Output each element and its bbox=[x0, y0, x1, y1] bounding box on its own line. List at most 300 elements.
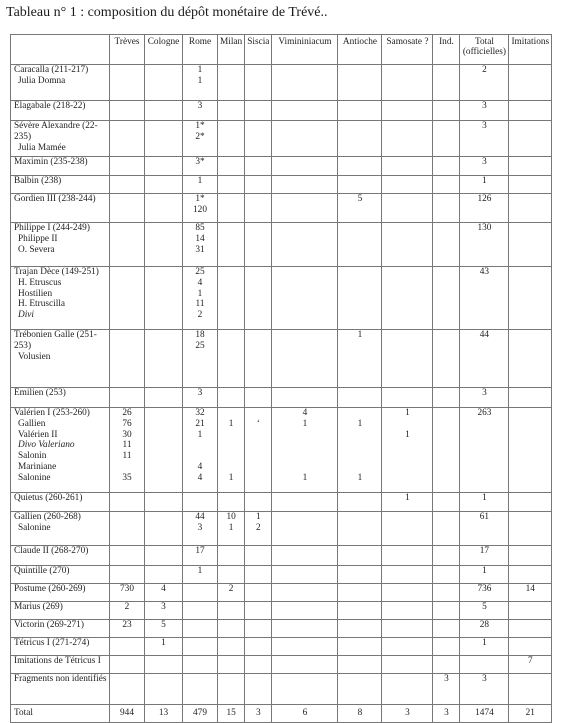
siscia-cell bbox=[245, 223, 272, 267]
cologne-cell bbox=[145, 330, 183, 388]
table-row bbox=[11, 584, 552, 602]
coin-count: 21 bbox=[195, 418, 205, 429]
imitations-cell bbox=[509, 674, 552, 705]
rome-cell bbox=[183, 620, 218, 638]
name-cell bbox=[11, 602, 110, 620]
siscia-cell bbox=[245, 101, 272, 121]
ind-cell bbox=[433, 674, 460, 705]
viminiacum-cell bbox=[272, 408, 338, 493]
coin-count: 1 bbox=[405, 493, 410, 503]
coin-count: 1 bbox=[197, 75, 203, 86]
treves-cell bbox=[110, 656, 145, 674]
milan-cell bbox=[218, 408, 245, 493]
coin-count: 736 bbox=[477, 584, 492, 594]
header-row bbox=[11, 35, 552, 65]
coin-count: 3 bbox=[444, 674, 449, 684]
imitations-cell bbox=[509, 620, 552, 638]
imitations-cell bbox=[509, 223, 552, 267]
coin-count: 25 bbox=[195, 340, 205, 351]
samosate-cell bbox=[382, 656, 433, 674]
ind-cell bbox=[433, 388, 460, 408]
name-cell bbox=[11, 566, 110, 584]
coin-count: 3 bbox=[256, 708, 261, 719]
milan-cell bbox=[218, 638, 245, 656]
antioche-cell bbox=[338, 223, 382, 267]
ind-cell bbox=[433, 330, 460, 388]
coin-count: 18 bbox=[195, 330, 205, 340]
ruler-name: Victorin (269-271) bbox=[14, 620, 84, 630]
coin-count: 14 bbox=[525, 584, 535, 594]
total-cell bbox=[460, 101, 509, 121]
milan-cell bbox=[218, 705, 245, 723]
siscia-cell bbox=[245, 674, 272, 705]
coin-count: 11 bbox=[195, 299, 205, 310]
ruler-name: Gordien III (238-244) bbox=[14, 194, 96, 204]
name-cell bbox=[11, 705, 110, 723]
treves-cell bbox=[110, 157, 145, 176]
coin-count: 3 bbox=[197, 522, 203, 533]
sub-ruler-name: H. Etruscus bbox=[18, 277, 62, 288]
coin-count: 3 bbox=[482, 388, 487, 398]
antioche-cell bbox=[338, 157, 382, 176]
coin-count: 44 bbox=[195, 512, 205, 522]
siscia-cell bbox=[245, 656, 272, 674]
siscia-cell bbox=[245, 157, 272, 176]
treves-cell bbox=[110, 705, 145, 723]
coin-count: 1 bbox=[482, 638, 487, 648]
name-cell bbox=[11, 620, 110, 638]
coin-count bbox=[220, 430, 242, 441]
treves-cell bbox=[110, 602, 145, 620]
imitations-cell bbox=[509, 330, 552, 388]
coin-count: 1 bbox=[357, 418, 363, 429]
viminiacum-cell bbox=[272, 176, 338, 194]
sub-ruler-name: Mariniane bbox=[18, 461, 57, 472]
cologne-cell bbox=[145, 584, 183, 602]
ruler-name: Valérien I (253-260) bbox=[14, 408, 90, 418]
viminiacum-cell bbox=[272, 705, 338, 723]
table-row bbox=[11, 566, 552, 584]
coin-count: 1 bbox=[197, 429, 203, 440]
viminiacum-cell bbox=[272, 493, 338, 512]
total-cell bbox=[460, 157, 509, 176]
ruler-name: Philippe I (244-249) bbox=[14, 223, 90, 233]
table-body bbox=[11, 65, 552, 723]
viminiacum-cell bbox=[272, 674, 338, 705]
siscia-cell bbox=[245, 330, 272, 388]
ind-cell bbox=[433, 620, 460, 638]
samosate-cell bbox=[382, 121, 433, 157]
coin-count: 30 bbox=[122, 429, 132, 440]
treves-cell bbox=[110, 388, 145, 408]
rome-cell bbox=[183, 602, 218, 620]
milan-cell bbox=[218, 194, 245, 223]
name-cell bbox=[11, 65, 110, 101]
ruler-name: Sévère Alexandre (22-235) bbox=[14, 121, 98, 142]
coin-count: 32 bbox=[195, 408, 205, 418]
coin-count: 1 bbox=[357, 472, 363, 483]
coin-count: 3 bbox=[482, 157, 487, 167]
samosate-cell bbox=[382, 388, 433, 408]
samosate-cell bbox=[382, 493, 433, 512]
samosate-cell bbox=[382, 223, 433, 267]
cologne-cell bbox=[145, 388, 183, 408]
coin-count: 3* bbox=[195, 157, 205, 167]
cologne-cell bbox=[145, 566, 183, 584]
imitations-cell bbox=[509, 493, 552, 512]
cologne-cell bbox=[145, 674, 183, 705]
imitations-cell bbox=[509, 101, 552, 121]
ind-cell bbox=[433, 602, 460, 620]
coin-count: 2 bbox=[124, 602, 130, 612]
name-cell bbox=[11, 330, 110, 388]
total-cell bbox=[460, 656, 509, 674]
imitations-cell bbox=[509, 176, 552, 194]
treves-cell bbox=[110, 194, 145, 223]
samosate-cell bbox=[382, 546, 433, 566]
rome-cell bbox=[183, 388, 218, 408]
viminiacum-cell bbox=[272, 566, 338, 584]
name-cell bbox=[11, 101, 110, 121]
ind-cell bbox=[433, 408, 460, 493]
ind-cell bbox=[433, 493, 460, 512]
milan-cell bbox=[218, 602, 245, 620]
siscia-cell bbox=[245, 388, 272, 408]
coin-count bbox=[340, 462, 379, 473]
samosate-cell bbox=[382, 176, 433, 194]
sub-ruler-name: Julia Mamée bbox=[18, 142, 66, 153]
viminiacum-cell bbox=[272, 584, 338, 602]
milan-cell bbox=[218, 620, 245, 638]
siscia-cell bbox=[245, 638, 272, 656]
rome-cell bbox=[183, 493, 218, 512]
header-ind-column: Ind. bbox=[433, 35, 460, 65]
coin-count: 1 bbox=[405, 408, 410, 418]
ind-cell bbox=[433, 584, 460, 602]
name-cell bbox=[11, 512, 110, 546]
treves-cell bbox=[110, 176, 145, 194]
table-row bbox=[11, 638, 552, 656]
total-cell bbox=[460, 330, 509, 388]
coin-count: 26 bbox=[122, 408, 132, 418]
cologne-cell bbox=[145, 408, 183, 493]
ruler-name: Postume (260-269) bbox=[14, 584, 86, 594]
coin-count: 1 bbox=[228, 472, 234, 483]
name-cell bbox=[11, 493, 110, 512]
treves-cell bbox=[110, 493, 145, 512]
milan-cell bbox=[218, 388, 245, 408]
cologne-cell bbox=[145, 194, 183, 223]
header-antioche-column: Antioche bbox=[338, 35, 382, 65]
coin-count: 4 bbox=[302, 408, 308, 418]
samosate-cell bbox=[382, 674, 433, 705]
coin-count: 14 bbox=[195, 233, 205, 244]
rome-cell bbox=[183, 546, 218, 566]
coin-count: 120 bbox=[193, 204, 207, 215]
coin-count: 263 bbox=[477, 408, 492, 418]
cologne-cell bbox=[145, 546, 183, 566]
total-cell bbox=[460, 512, 509, 546]
milan-cell bbox=[218, 157, 245, 176]
coin-count: 1* bbox=[195, 121, 205, 131]
total-cell bbox=[460, 223, 509, 267]
table-row bbox=[11, 602, 552, 620]
antioche-cell bbox=[338, 638, 382, 656]
imitations-cell bbox=[509, 656, 552, 674]
siscia-cell bbox=[245, 705, 272, 723]
ind-cell bbox=[433, 223, 460, 267]
treves-cell bbox=[110, 121, 145, 157]
coin-count: 2 bbox=[197, 310, 203, 321]
sub-ruler-name: Volusien bbox=[18, 351, 51, 362]
viminiacum-cell bbox=[272, 620, 338, 638]
name-cell bbox=[11, 546, 110, 566]
header-name-column bbox=[11, 35, 110, 65]
sub-ruler-name: Philippe II bbox=[18, 233, 58, 244]
coin-count bbox=[185, 440, 215, 451]
milan-cell bbox=[218, 121, 245, 157]
coin-count: 10 bbox=[226, 512, 236, 522]
antioche-cell bbox=[338, 566, 382, 584]
antioche-cell bbox=[338, 267, 382, 330]
ind-cell bbox=[433, 65, 460, 101]
imitations-cell bbox=[509, 194, 552, 223]
coin-count bbox=[340, 408, 379, 419]
antioche-cell bbox=[338, 101, 382, 121]
total-cell bbox=[460, 674, 509, 705]
coin-count: 3 bbox=[405, 708, 410, 719]
name-cell bbox=[11, 176, 110, 194]
ruler-name: Quietus (260-261) bbox=[14, 493, 83, 503]
cologne-cell bbox=[145, 65, 183, 101]
antioche-cell bbox=[338, 388, 382, 408]
table-row bbox=[11, 656, 552, 674]
ind-cell bbox=[433, 267, 460, 330]
coin-count: 11 bbox=[122, 451, 132, 462]
rome-cell bbox=[183, 176, 218, 194]
total-cell bbox=[460, 566, 509, 584]
coin-count: 1 bbox=[357, 330, 363, 340]
viminiacum-cell bbox=[272, 157, 338, 176]
rome-cell bbox=[183, 65, 218, 101]
coin-hoard-table bbox=[10, 34, 552, 723]
rome-cell bbox=[183, 157, 218, 176]
ruler-name: Marius (269) bbox=[14, 602, 63, 612]
header-milan-column: Milan bbox=[218, 35, 245, 65]
samosate-cell bbox=[382, 267, 433, 330]
rome-cell bbox=[183, 194, 218, 223]
name-cell bbox=[11, 194, 110, 223]
siscia-cell bbox=[245, 546, 272, 566]
rome-cell bbox=[183, 705, 218, 723]
imitations-cell bbox=[509, 566, 552, 584]
milan-cell bbox=[218, 584, 245, 602]
coin-count: 1 bbox=[405, 429, 410, 440]
sub-ruler-name: H. Etruscilla bbox=[18, 299, 65, 310]
coin-count: 1 bbox=[302, 418, 308, 429]
samosate-cell bbox=[382, 566, 433, 584]
table-row bbox=[11, 121, 552, 157]
samosate-cell bbox=[382, 584, 433, 602]
header-cologne-column: Cologne bbox=[145, 35, 183, 65]
coin-count: 4 bbox=[197, 472, 203, 483]
viminiacum-cell bbox=[272, 267, 338, 330]
coin-count bbox=[340, 430, 379, 441]
antioche-cell bbox=[338, 620, 382, 638]
antioche-cell bbox=[338, 121, 382, 157]
ind-cell bbox=[433, 176, 460, 194]
sub-ruler-name: Valérien II bbox=[18, 429, 58, 440]
coin-count bbox=[247, 408, 269, 419]
coin-count: 23 bbox=[122, 620, 132, 630]
milan-cell bbox=[218, 512, 245, 546]
siscia-cell bbox=[245, 584, 272, 602]
coin-count: 3 bbox=[482, 121, 487, 131]
siscia-cell bbox=[245, 408, 272, 493]
treves-cell bbox=[110, 620, 145, 638]
coin-count: 1 bbox=[197, 65, 203, 75]
viminiacum-cell bbox=[272, 330, 338, 388]
sub-ruler-name: Julia Domna bbox=[18, 75, 66, 86]
treves-cell bbox=[110, 566, 145, 584]
coin-count: 5 bbox=[357, 194, 363, 204]
samosate-cell bbox=[382, 638, 433, 656]
cologne-cell bbox=[145, 620, 183, 638]
total-cell bbox=[460, 408, 509, 493]
coin-count: 130 bbox=[477, 223, 492, 233]
cologne-cell bbox=[145, 176, 183, 194]
samosate-cell bbox=[382, 408, 433, 493]
coin-count bbox=[274, 462, 335, 473]
antioche-cell bbox=[338, 602, 382, 620]
coin-count: 31 bbox=[195, 244, 205, 255]
coin-count: 1 bbox=[482, 493, 487, 503]
coin-count: 13 bbox=[158, 708, 169, 719]
samosate-cell bbox=[382, 330, 433, 388]
coin-count bbox=[384, 419, 430, 430]
antioche-cell bbox=[338, 194, 382, 223]
coin-count: 730 bbox=[120, 584, 134, 594]
table-row bbox=[11, 388, 552, 408]
coin-count bbox=[185, 451, 215, 462]
rome-cell bbox=[183, 566, 218, 584]
antioche-cell bbox=[338, 705, 382, 723]
coin-count: 4 bbox=[197, 461, 203, 472]
name-cell bbox=[11, 656, 110, 674]
coin-count bbox=[220, 440, 242, 451]
ind-cell bbox=[433, 512, 460, 546]
coin-count: 4 bbox=[197, 277, 203, 288]
table-row bbox=[11, 408, 552, 493]
sub-ruler-name: Hostilien bbox=[18, 288, 53, 299]
coin-count: 15 bbox=[226, 708, 236, 719]
table-row bbox=[11, 546, 552, 566]
ind-cell bbox=[433, 194, 460, 223]
viminiacum-cell bbox=[272, 638, 338, 656]
viminiacum-cell bbox=[272, 121, 338, 157]
ruler-name: Total bbox=[14, 708, 33, 719]
ind-cell bbox=[433, 638, 460, 656]
coin-count: 479 bbox=[193, 708, 207, 719]
treves-cell bbox=[110, 546, 145, 566]
table-row bbox=[11, 267, 552, 330]
antioche-cell bbox=[338, 656, 382, 674]
siscia-cell bbox=[245, 620, 272, 638]
siscia-cell bbox=[245, 566, 272, 584]
milan-cell bbox=[218, 65, 245, 101]
header-viminiacum-column: Vimininiacum bbox=[272, 35, 338, 65]
table-row bbox=[11, 512, 552, 546]
name-cell bbox=[11, 157, 110, 176]
viminiacum-cell bbox=[272, 101, 338, 121]
milan-cell bbox=[218, 267, 245, 330]
viminiacum-cell bbox=[272, 546, 338, 566]
coin-count bbox=[340, 451, 379, 462]
viminiacum-cell bbox=[272, 194, 338, 223]
coin-count: 3 bbox=[197, 101, 203, 111]
ind-cell bbox=[433, 705, 460, 723]
total-cell bbox=[460, 121, 509, 157]
antioche-cell bbox=[338, 65, 382, 101]
name-cell bbox=[11, 267, 110, 330]
imitations-cell bbox=[509, 546, 552, 566]
total-cell bbox=[460, 602, 509, 620]
treves-cell bbox=[110, 101, 145, 121]
total-cell bbox=[460, 705, 509, 723]
sub-ruler-name: Divi bbox=[18, 310, 35, 321]
ruler-name: Imitations de Tétricus I bbox=[14, 656, 101, 666]
cologne-cell bbox=[145, 267, 183, 330]
coin-count: 17 bbox=[195, 546, 205, 556]
samosate-cell bbox=[382, 65, 433, 101]
coin-count bbox=[340, 440, 379, 451]
imitations-cell bbox=[509, 121, 552, 157]
header-siscia-column: Siscia bbox=[245, 35, 272, 65]
siscia-cell bbox=[245, 121, 272, 157]
table-row bbox=[11, 674, 552, 705]
ruler-name: Gallien (260-268) bbox=[14, 512, 81, 522]
coin-count: 944 bbox=[120, 708, 134, 719]
viminiacum-cell bbox=[272, 602, 338, 620]
name-cell bbox=[11, 223, 110, 267]
ind-cell bbox=[433, 121, 460, 157]
imitations-cell bbox=[509, 157, 552, 176]
coin-count: 1 bbox=[197, 566, 203, 576]
ind-cell bbox=[433, 566, 460, 584]
antioche-cell bbox=[338, 330, 382, 388]
imitations-cell bbox=[509, 65, 552, 101]
viminiacum-cell bbox=[272, 512, 338, 546]
sub-ruler-name: Salonine bbox=[18, 472, 51, 483]
sub-ruler-name: Divo Valeriano bbox=[18, 440, 75, 451]
coin-count: 44 bbox=[479, 330, 490, 340]
milan-cell bbox=[218, 176, 245, 194]
imitations-cell bbox=[509, 638, 552, 656]
coin-count: 3 bbox=[197, 388, 203, 398]
table-row bbox=[11, 65, 552, 101]
coin-count: ‘ bbox=[256, 418, 260, 429]
sub-ruler-name: O. Severa bbox=[18, 244, 55, 255]
total-cell bbox=[460, 176, 509, 194]
table-row bbox=[11, 194, 552, 223]
rome-cell bbox=[183, 223, 218, 267]
viminiacum-cell bbox=[272, 388, 338, 408]
treves-cell bbox=[110, 674, 145, 705]
coin-count: 2 bbox=[256, 522, 261, 533]
ind-cell bbox=[433, 101, 460, 121]
cologne-cell bbox=[145, 638, 183, 656]
cologne-cell bbox=[145, 101, 183, 121]
